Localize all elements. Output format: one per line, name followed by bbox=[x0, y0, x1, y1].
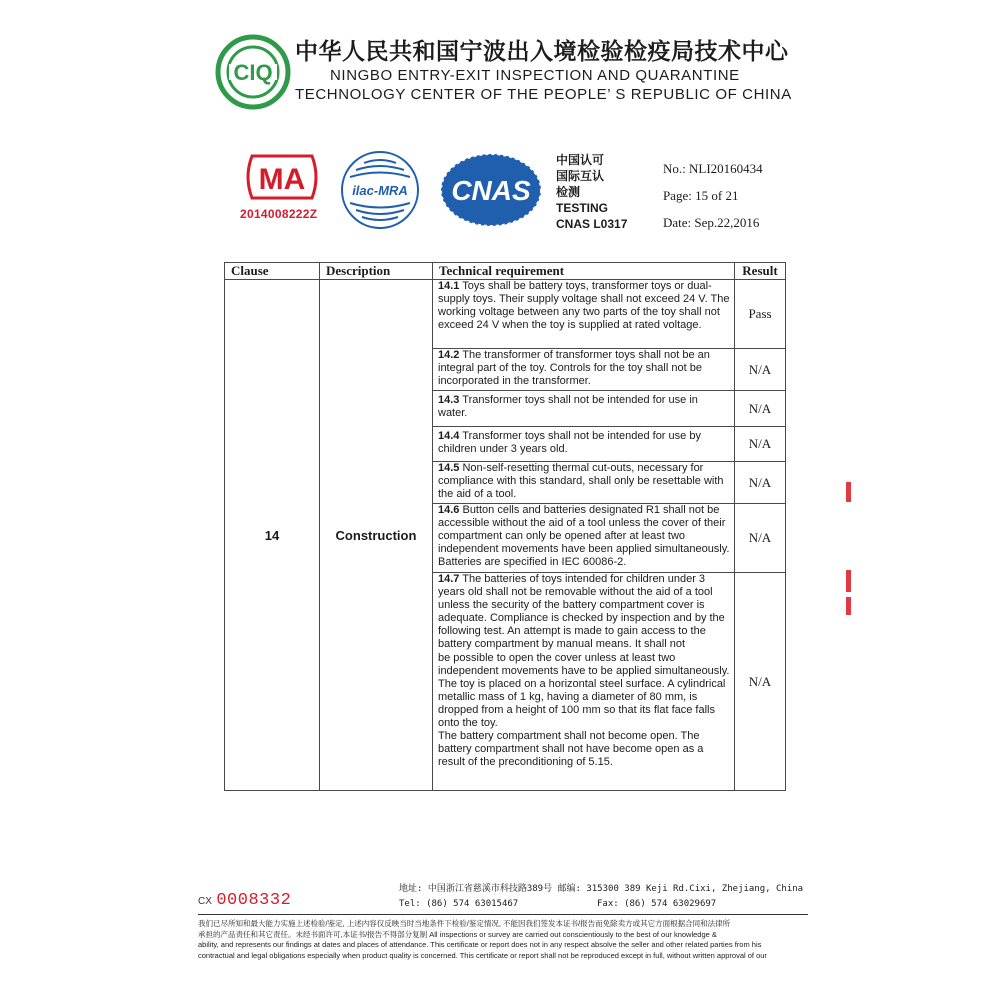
contact-line bbox=[399, 897, 803, 912]
clause-number: 14 bbox=[225, 280, 320, 791]
header-requirement: Technical requirement bbox=[433, 263, 735, 280]
requirement-number: 14.7 bbox=[438, 573, 460, 585]
requirement-text: The batteries of toys intended for children under 3 years old shall not be removable without the aid of a tool unless the security of the battery compartment cover is adequate. Compliance is checked by inspection and by the following test. An attempt is made to gain access to the battery compartment by manual means. It shall not bbox=[438, 573, 725, 651]
ciq-logo-icon bbox=[215, 34, 291, 110]
requirement-number: 14.6 bbox=[438, 504, 460, 516]
org-name-chinese: 中华人民共和国宁波出入境检验检疫局技术中心 bbox=[295, 38, 789, 64]
serial-value: 0008332 bbox=[216, 891, 292, 910]
letterhead bbox=[215, 30, 815, 120]
requirement-cell bbox=[433, 427, 735, 462]
requirement-text: Transformer toys shall not be intended for use by children under 3 years old. bbox=[438, 430, 701, 456]
result-cell: Pass bbox=[735, 280, 786, 349]
cnas-label-en-2: CNAS L0317 bbox=[556, 217, 628, 231]
cma-certificate-number: 2014008222Z bbox=[240, 207, 318, 221]
report-meta bbox=[663, 155, 763, 236]
report-number: No.: NLI20160434 bbox=[663, 161, 763, 176]
cnas-accreditation-label bbox=[556, 152, 627, 232]
clause-description: Construction bbox=[320, 280, 433, 791]
cma-logo-icon bbox=[242, 152, 322, 202]
requirement-cell bbox=[433, 349, 735, 391]
ilac-mra-logo-icon bbox=[338, 144, 422, 238]
requirement-text: Toys shall be battery toys, transformer toys or dual-supply toys. Their supply voltage shall not exceed 24 V. The working voltage between any two parts of the toy shall not exceed 24 V when the toy is supplied at rated voltage. bbox=[438, 280, 730, 332]
cnas-logo-text: CNAS bbox=[451, 175, 531, 206]
requirement-cell bbox=[433, 573, 735, 791]
requirement-text: Button cells and batteries designated R1 shall not be accessible without the aid of a tool unless the cover of their compartment can only be opened after at least two independent movements have been applied simultaneously. Batteries are specified in IEC 60086-2. bbox=[438, 504, 730, 569]
table-row bbox=[225, 280, 786, 349]
requirement-number: 14.1 bbox=[438, 280, 460, 292]
seal-edge-mark bbox=[846, 482, 851, 502]
requirement-number: 14.5 bbox=[438, 462, 460, 474]
result-cell: N/A bbox=[735, 573, 786, 791]
report-date: Date: Sep.22,2016 bbox=[663, 215, 760, 230]
footer-divider bbox=[198, 914, 808, 915]
result-cell: N/A bbox=[735, 504, 786, 573]
ciq-logo-text: CIQ bbox=[233, 60, 273, 85]
disclaimer-line: 我们已尽所知和最大能力实施上述检验/鉴定, 上述内容仅反映当时当地条件下检验/鉴定情况, 不能因我们签发本证书/报告而免除卖方或其它方面根据合同和法律所 bbox=[198, 919, 731, 928]
ilac-mra-logo-text: ilac-MRA bbox=[352, 183, 408, 198]
cma-logo-text: MA bbox=[258, 163, 306, 196]
fax: Fax: (86) 574 63029697 bbox=[597, 899, 717, 909]
requirement-text: Transformer toys shall not be intended for use in water. bbox=[438, 394, 698, 420]
report-page: Page: 15 of 21 bbox=[663, 188, 739, 203]
org-name-english-line2: TECHNOLOGY CENTER OF THE PEOPLE’ S REPUBLIC OF CHINA bbox=[295, 86, 792, 103]
serial-prefix: CX bbox=[198, 896, 212, 907]
requirement-number: 14.3 bbox=[438, 394, 460, 406]
header-result: Result bbox=[735, 263, 786, 280]
address-line: 地址: 中国浙江省慈溪市科技路389号 邮编: 315300 389 Keji Rd.Cixi, Zhejiang, China bbox=[399, 884, 804, 894]
table-header-row bbox=[225, 263, 786, 280]
requirement-text-cont: The battery compartment shall not become open. The battery compartment shall not have become open as a result of the preconditioning of 5.15. bbox=[438, 730, 704, 769]
result-cell: N/A bbox=[735, 427, 786, 462]
requirements-table bbox=[224, 262, 786, 791]
cnas-label-cn-3: 检测 bbox=[556, 185, 581, 199]
disclaimer-line: contractual and legal obligations especially when product quality is concerned. This certificate or report shall not be reproduced except in full, without written approval of our bbox=[198, 950, 767, 960]
disclaimer-line: ability, and represents our findings at dates and places of attendance. This certificate or report does not in any respect absolve the seller and other related parties from his bbox=[198, 940, 762, 949]
requirement-text-cont: be possible to open the cover unless at least two independent movements have to be applied simultaneously. The toy is placed on a horizontal steel surface. A cylindrical metallic mass of 1 kg, having a diameter of 80 mm, is dropped from a height of 100 mm so that its flat face falls onto the toy. bbox=[438, 651, 730, 730]
requirement-number: 14.4 bbox=[438, 430, 460, 442]
disclaimer bbox=[198, 919, 808, 961]
seal-edge-mark bbox=[846, 570, 851, 592]
address-block bbox=[399, 882, 803, 912]
seal-edge-mark bbox=[846, 597, 851, 615]
requirement-cell bbox=[433, 391, 735, 427]
requirement-cell bbox=[433, 504, 735, 573]
telephone: Tel: (86) 574 63015467 bbox=[399, 899, 519, 909]
disclaimer-line: 承担的产品责任和其它责任。未经书面许可,本证书/报告不得部分复制 All inspections or survey are carried out conscientiously to the best of our knowledge & bbox=[198, 929, 717, 939]
result-cell: N/A bbox=[735, 349, 786, 391]
header-clause: Clause bbox=[225, 263, 320, 280]
serial-number bbox=[198, 891, 291, 910]
requirement-number: 14.2 bbox=[438, 349, 460, 361]
cnas-logo-icon bbox=[437, 150, 545, 230]
cnas-label-en-1: TESTING bbox=[556, 201, 609, 215]
header-description: Description bbox=[320, 263, 433, 280]
requirement-cell bbox=[433, 280, 735, 349]
requirement-cell bbox=[433, 462, 735, 504]
cnas-label-cn-2: 国际互认 bbox=[556, 169, 605, 183]
cnas-label-cn-1: 中国认可 bbox=[556, 153, 605, 167]
org-name-english-line1: NINGBO ENTRY-EXIT INSPECTION AND QUARANTINE bbox=[330, 67, 740, 84]
requirement-text: The transformer of transformer toys shall not be an integral part of the toy. Controls for the toy shall not be incorporated in the transformer. bbox=[438, 349, 710, 388]
result-cell: N/A bbox=[735, 391, 786, 427]
requirement-text: Non-self-resetting thermal cut-outs, necessary for compliance with this standard, shall only be resettable with the aid of a tool. bbox=[438, 462, 724, 501]
result-cell: N/A bbox=[735, 462, 786, 504]
